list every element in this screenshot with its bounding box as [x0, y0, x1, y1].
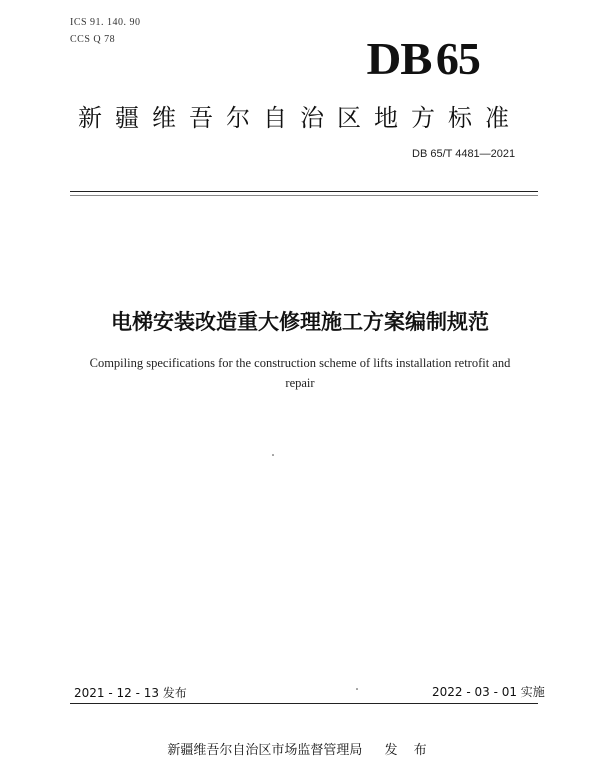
document-title-english: [60, 353, 540, 393]
top-divider: [70, 191, 538, 192]
standard-number: DB 65/T 4481—2021: [412, 148, 516, 160]
logo-letters: DB: [366, 33, 432, 84]
issuer-action: 发 布: [384, 743, 433, 758]
issuing-authority: [0, 739, 600, 758]
issuer-name: 新疆维吾尔自治区市场监督管理局: [167, 743, 363, 758]
logo-number: 65: [435, 33, 480, 84]
document-title-chinese: 电梯安装改造重大修理施工方案编制规范: [111, 310, 489, 334]
ics-code: ICS 91. 140. 90: [70, 17, 141, 28]
publication-date: 2021 - 12 - 13 发布: [74, 686, 187, 700]
english-title-line-2: repair: [285, 376, 315, 390]
db-logo: [366, 33, 480, 84]
authority-title: 新疆维吾尔自治区地方标准: [78, 104, 522, 132]
implementation-date: 2022 - 03 - 01 实施: [432, 685, 545, 699]
top-divider-thin: [70, 195, 538, 196]
scan-speck: [356, 688, 358, 690]
bottom-divider: [70, 703, 538, 704]
scan-speck: [272, 454, 274, 456]
ccs-code: CCS Q 78: [70, 34, 116, 45]
english-title-line-1: Compiling specifications for the construction scheme of lifts installation retrofit and: [89, 356, 511, 370]
